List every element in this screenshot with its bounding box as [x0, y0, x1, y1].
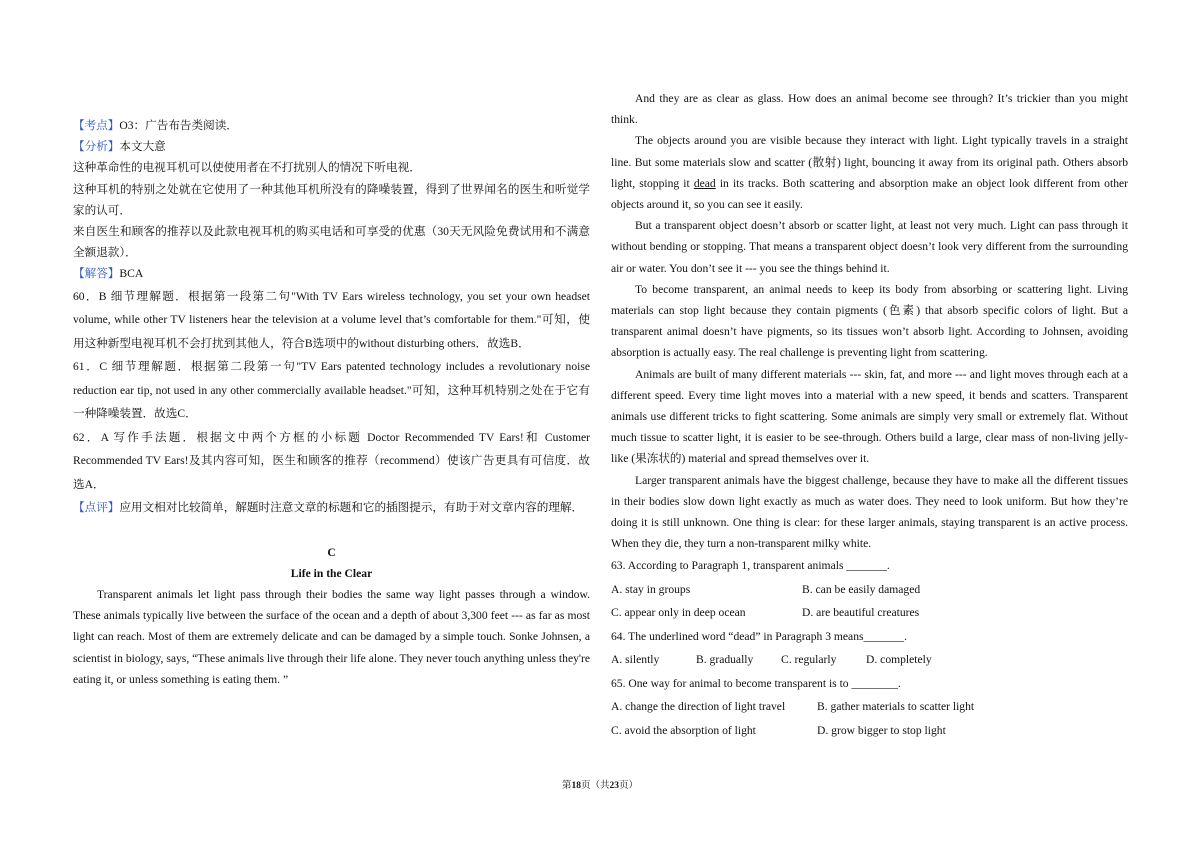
passage-para-7: Larger transparent animals have the biggest challenge, because they have to make all the different tissues in their bodies slow down light exactly as much as water does. They need to look uniform. But how they’re doing it is still unknown. One thing is clear: for these larger animals, staying transparent is an active process. When they die, they turn a non-transparent milky white. — [611, 473, 1128, 551]
section-title: Life in the Clear — [290, 566, 373, 580]
option-65-d: D. grow bigger to stop light — [817, 723, 946, 737]
fenxi-para-1: 这种革命性的电视耳机可以使使用者在不打扰别人的情况下听电视． — [73, 161, 421, 175]
answer-60: 60．B 细节理解题．根据第一段第二句"With TV Ears wireless technology, you set your own headset volume, while other TV listeners hear the television at a volume level that’s comfortable for them."可知，使用这种新型电视耳机不会打扰到其他人，符合B选项中的without disturbing others．故选B． — [73, 289, 590, 350]
option-64-d: D. completely — [866, 653, 932, 667]
page-footer — [0, 777, 1200, 791]
option-65-a: A. change the direction of light travel — [611, 700, 786, 714]
option-63-a: A. stay in groups — [611, 582, 691, 596]
dianping-tag: 【点评】 — [73, 501, 120, 515]
option-63-b: B. can be easily damaged — [802, 582, 921, 596]
fenxi-para-2: 这种耳机的特别之处就在它使用了一种其他耳机所没有的降噪装置，得到了世界闻名的医生和听觉学家的认可． — [73, 182, 590, 217]
jieda-tag: 【解答】 — [73, 267, 120, 281]
section-letter: C — [327, 545, 336, 559]
option-65-b: B. gather materials to scatter light — [817, 700, 975, 714]
fenxi-tag: 【分析】 — [73, 140, 120, 154]
spacer — [73, 520, 590, 542]
option-63-c: C. appear only in deep ocean — [611, 606, 746, 620]
underlined-word-dead: dead — [693, 176, 716, 190]
question-63-options-row-2 — [611, 601, 1128, 625]
passage-para-1: Transparent animals let light pass through their bodies the same way light passes through a window. These animals typically live between the surface of the ocean and a depth of about 3,300 feet --- as far as most light can reach. Most of them are extremely delicate and can be damaged by a simple touch. Sonke Johnsen, a scientist in biology, says, “These animals live through their life alone. They never touch anything unless they're eating it, or unless something is eating them. ” — [73, 588, 590, 686]
passage-para-4: But a transparent object doesn’t absorb or scatter light, at least not very much. Light can pass through it without bending or stopping. That means a transparent object doesn’t look very different from the surrounding air or water. You don’t see it --- you see the things behind it. — [611, 219, 1128, 275]
jieda-line — [73, 263, 590, 284]
passage-para-3-a: The objects around you are visible because they interact with light. Light typically travels in a straight line. But some materials slow and scatter (散射) light, bouncing it away from its original path. Others absorb light, stopping it — [611, 134, 1128, 190]
footer-total-pages: 23 — [609, 781, 619, 791]
answer-62: 62．A 写作手法题．根据文中两个方框的小标题 Doctor Recommended TV Ears!和 Customer Recommended TV Ears!及其内容可知，医生和顾客的推荐（recommend）使该广告更具有可信度．故选A． — [73, 430, 590, 491]
footer-suffix: 页） — [619, 781, 639, 791]
question-65-options-row-2 — [611, 719, 1128, 743]
answer-61: 61．C 细节理解题．根据第二段第一句"TV Ears patented technology includes a revolutionary noise reduction ear tip, not used in any other commercially available headset."可知，这种耳机特别之处在于它有一种降噪装置．故选C． — [73, 360, 590, 421]
passage-para-5: To become transparent, an animal needs to keep its body from absorbing or scattering light. Living materials can stop light because they contain pigments (色素) that absorb specific colors of light. But a transparent animal doesn’t have pigments, so its tissues won’t absorb light. According to Johnsen, avoiding absorption is actually easy. The real challenge is preventing light from scattering. — [611, 282, 1128, 360]
fenxi-text: 本文大意 — [119, 140, 166, 154]
question-65-options-row-1 — [611, 695, 1128, 719]
question-64: 64. The underlined word “dead” in Paragraph 3 means_______. — [611, 629, 907, 643]
jieda-text: BCA — [119, 267, 144, 281]
kaodian-tag: 【考点】 — [73, 119, 120, 132]
question-65: 65. One way for animal to become transparent is to ________. — [611, 676, 901, 690]
fenxi-para-3: 来自医生和顾客的推荐以及此款电视耳机的购买电话和可享受的优惠（30天无风险免费试用和不满意全额退款）． — [73, 225, 590, 260]
fenxi-line — [73, 136, 590, 157]
footer-middle: 页（共 — [580, 781, 610, 791]
left-column — [73, 115, 590, 690]
passage-para-6: Animals are built of many different materials --- skin, fat, and more --- and light moves through each at a different speed. Every time light moves into a material with a new speed, it bends and scatters. Transparent animals use different tricks to fight scattering. Some animals are simply very small or extremely flat. Without much tissue to scatter light, it is easier to be see-through. Others build a large, clear mass of non-living jelly-like (果冻状的) material and spread themselves over it. — [611, 367, 1128, 466]
kaodian-line — [73, 115, 590, 136]
passage-para-3 — [611, 130, 1128, 215]
option-63-d: D. are beautiful creatures — [802, 606, 920, 620]
right-column — [611, 88, 1128, 742]
footer-prefix: 第 — [561, 781, 572, 791]
option-64-c: C. regularly — [781, 653, 837, 667]
dianping-text: 应用文相对比较简单，解题时注意文章的标题和它的插图提示，有助于对文章内容的理解． — [119, 501, 584, 515]
option-64-b: B. gradually — [696, 653, 754, 667]
question-63: 63. According to Paragraph 1, transparent animals _______. — [611, 559, 890, 573]
kaodian-text: O3：广告布告类阅读． — [119, 119, 238, 132]
question-64-options — [611, 648, 1128, 672]
option-65-c: C. avoid the absorption of light — [611, 723, 756, 737]
option-64-a: A. silently — [611, 653, 660, 667]
dianping-line — [73, 496, 590, 520]
question-63-options-row-1 — [611, 578, 1128, 602]
passage-para-2: And they are as clear as glass. How does an animal become see through? It’s trickier than you might think. — [611, 92, 1128, 127]
footer-page-number: 18 — [571, 781, 581, 791]
passage-para-3-b: in its tracks. Both scattering and absorption make an object look different from other objects around it, so you can see it easily. — [611, 176, 1129, 212]
